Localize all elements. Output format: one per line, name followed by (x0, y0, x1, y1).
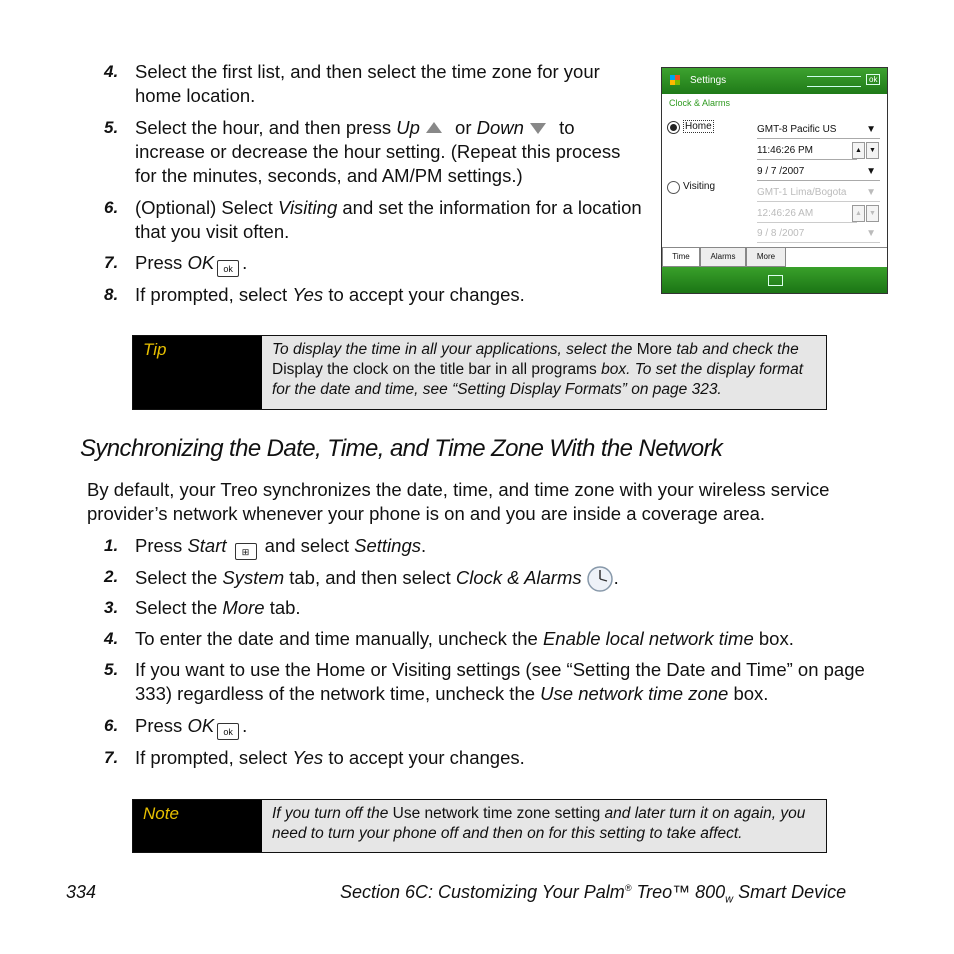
tip-text-2: tab and check the (672, 341, 799, 358)
step-number: 6. (104, 716, 119, 735)
chevron-down-icon: ▼ (866, 124, 876, 135)
step-6-top (104, 196, 644, 244)
tab-time[interactable]: Time (662, 248, 700, 267)
note-body (262, 800, 826, 852)
start-label: Start (187, 535, 227, 556)
step-6-bottom (104, 714, 644, 740)
footer-reg: ® (624, 883, 632, 893)
step-text (135, 534, 644, 560)
home-label: Home (685, 121, 712, 132)
section-heading: Synchronizing the Date, Time, and Time Zone With the Network (80, 435, 723, 462)
step-text (135, 658, 884, 706)
tip-body (262, 336, 826, 409)
step-text-post: box. (753, 628, 794, 649)
visiting-time-up-button[interactable]: ▲ (852, 205, 865, 222)
device-title-bar (662, 68, 887, 94)
enable-local-network-time-label: Enable local network time (542, 628, 754, 649)
step-4-top (104, 60, 644, 108)
step-text-pre: If prompted, select (135, 284, 293, 305)
step-number: 7. (104, 253, 119, 272)
settings-label: Settings (354, 535, 421, 556)
home-timezone-select[interactable] (757, 122, 880, 139)
visiting-time-value: 12:46:26 AM (757, 208, 814, 219)
note-text-1: If you turn off the (272, 805, 393, 822)
step-text-pre: If you want to use the Home or Visiting settings (see “Setting the Date and Time” on page 333) regardless of the network time, uncheck the (135, 659, 865, 704)
step-text-pre: (Optional) Select (135, 197, 278, 218)
home-date-select[interactable] (757, 164, 880, 181)
visiting-date-select[interactable] (757, 226, 880, 243)
step-text (135, 596, 644, 620)
tip-text-3: box. To set the display format for the date and time, see “Setting Display Formats” on page 323. (272, 361, 803, 398)
step-text-post: . (242, 252, 248, 273)
step-text-post: to accept your changes. (323, 747, 525, 768)
status-icons (807, 76, 861, 87)
step-text-post: . (242, 715, 248, 736)
step-number: 8. (104, 285, 119, 304)
ok-label: OK (187, 715, 215, 736)
windows-start-icon: ⊞ (235, 543, 257, 560)
down-key-label: Down (476, 117, 524, 138)
note-label: Note (133, 800, 262, 852)
tab-alarms[interactable]: Alarms (700, 248, 746, 267)
step-text-mid: tab, and then select (284, 567, 456, 588)
step-number: 7. (104, 748, 119, 767)
visiting-label: Visiting (683, 181, 716, 192)
ok-button-icon: ok (217, 723, 239, 740)
footer-tail: Treo™ 800 (631, 882, 726, 902)
step-text (135, 251, 644, 277)
step-number: 3. (104, 598, 119, 617)
footer-section: Section 6C: Customizing Your Palm (340, 882, 625, 902)
step-number: 2. (104, 567, 119, 586)
yes-label: Yes (292, 284, 324, 305)
step-text-post: box. (728, 683, 769, 704)
up-arrow-icon (426, 122, 442, 133)
page-number: 334 (66, 882, 97, 902)
step-7-bottom (104, 746, 644, 770)
step-text (135, 714, 644, 740)
note-text-2: and later turn it on again, you need to turn your phone off and then on for this setting to take affect. (272, 805, 806, 842)
step-text-pre: Press (135, 715, 188, 736)
footer-section-title (340, 882, 846, 906)
step-number: 5. (104, 118, 119, 137)
visiting-timezone-select[interactable] (757, 185, 880, 202)
home-radio[interactable] (667, 121, 680, 134)
step-text-post: to increase or decrease the hour setting. (Repeat this process for the minutes, seconds, and AM/PM settings.) (135, 117, 621, 186)
chevron-down-icon: ▼ (866, 166, 876, 177)
step-5-bottom (104, 658, 884, 706)
step-text-pre: Select the hour, and then press (135, 117, 397, 138)
tab-more[interactable]: More (746, 248, 786, 267)
step-text-pre: To enter the date and time manually, uncheck the (135, 628, 543, 649)
note-setting-label: Use network time zone setting (392, 805, 601, 822)
visiting-timezone-value: GMT-1 Lima/Bogota (757, 187, 847, 198)
tip-option-label: Display the clock on the title bar in all programs (272, 361, 597, 378)
keyboard-icon[interactable] (768, 275, 783, 286)
home-date-value: 9 / 7 /2007 (757, 166, 805, 177)
step-8-top (104, 283, 644, 307)
clock-alarms-label: Clock & Alarms (455, 567, 582, 588)
step-text-pre: Press (135, 252, 188, 273)
windows-flag-icon (670, 75, 680, 85)
step-1-bottom (104, 534, 644, 560)
up-key-label: Up (396, 117, 420, 138)
tip-box (132, 335, 827, 410)
step-text-post: tab. (264, 597, 301, 618)
home-time-field[interactable] (757, 143, 857, 160)
visiting-label: Visiting (277, 197, 338, 218)
step-text (135, 627, 884, 651)
device-title: Settings (690, 75, 727, 86)
device-softkey-bar (662, 267, 887, 293)
chevron-down-icon: ▼ (866, 187, 876, 198)
step-text-pre: Press (135, 535, 188, 556)
step-text-post: to accept your changes. (323, 284, 525, 305)
yes-label: Yes (292, 747, 324, 768)
home-time-down-button[interactable]: ▼ (866, 142, 879, 159)
device-subtitle: Clock & Alarms (669, 98, 731, 108)
step-text (135, 283, 644, 307)
step-text-pre: Select the (135, 567, 223, 588)
step-number: 4. (104, 62, 119, 81)
note-box (132, 799, 827, 853)
more-label: More (222, 597, 265, 618)
step-text-post: . (421, 535, 427, 556)
use-network-time-zone-label: Use network time zone (540, 683, 729, 704)
step-text (135, 116, 644, 188)
device-tabs (662, 247, 887, 268)
step-2-bottom (104, 565, 704, 593)
step-text-or: or (449, 117, 477, 138)
step-text-post: and set the information for a location that you visit often. (135, 197, 642, 242)
footer-sub: w (725, 893, 734, 906)
visiting-time-down-button[interactable]: ▼ (866, 205, 879, 222)
device-screenshot (661, 67, 888, 294)
step-text: Select the first list, and then select the time zone for your home location. (135, 61, 600, 106)
device-ok-button[interactable]: ok (866, 74, 880, 85)
step-text-post: . (613, 567, 619, 588)
step-text (135, 196, 644, 244)
home-time-up-button[interactable]: ▲ (852, 142, 865, 159)
step-number: 5. (104, 660, 119, 679)
ok-button-icon: ok (217, 260, 239, 277)
tip-more-label: More (636, 341, 673, 358)
step-5-top (104, 116, 644, 188)
intro-paragraph: By default, your Treo synchronizes the date, time, and time zone with your wireless service provider’s network whenever your phone is on and you are inside a coverage area. (87, 479, 830, 524)
step-7-top (104, 251, 644, 277)
ok-label: OK (187, 252, 215, 273)
tip-text-1: To display the time in all your applications, select the (272, 341, 637, 358)
step-number: 6. (104, 198, 119, 217)
step-text (135, 746, 644, 770)
step-text-mid: and select (259, 535, 355, 556)
down-arrow-icon (530, 123, 546, 134)
step-text-pre: If prompted, select (135, 747, 293, 768)
visiting-radio[interactable] (667, 181, 680, 194)
clock-alarms-icon (586, 565, 614, 593)
footer-end: Smart Device (733, 882, 847, 902)
home-time-value: 11:46:26 PM (757, 145, 813, 156)
system-label: System (222, 567, 285, 588)
visiting-time-field[interactable] (757, 206, 857, 223)
step-4-bottom (104, 627, 884, 651)
step-number: 4. (104, 629, 119, 648)
tip-label: Tip (133, 336, 262, 409)
step-text-pre: Select the (135, 597, 223, 618)
chevron-down-icon: ▼ (866, 228, 876, 239)
step-3-bottom (104, 596, 644, 620)
visiting-date-value: 9 / 8 /2007 (757, 228, 805, 239)
home-timezone-value: GMT-8 Pacific US (757, 124, 837, 135)
step-number: 1. (104, 536, 119, 555)
step-text (135, 565, 704, 593)
